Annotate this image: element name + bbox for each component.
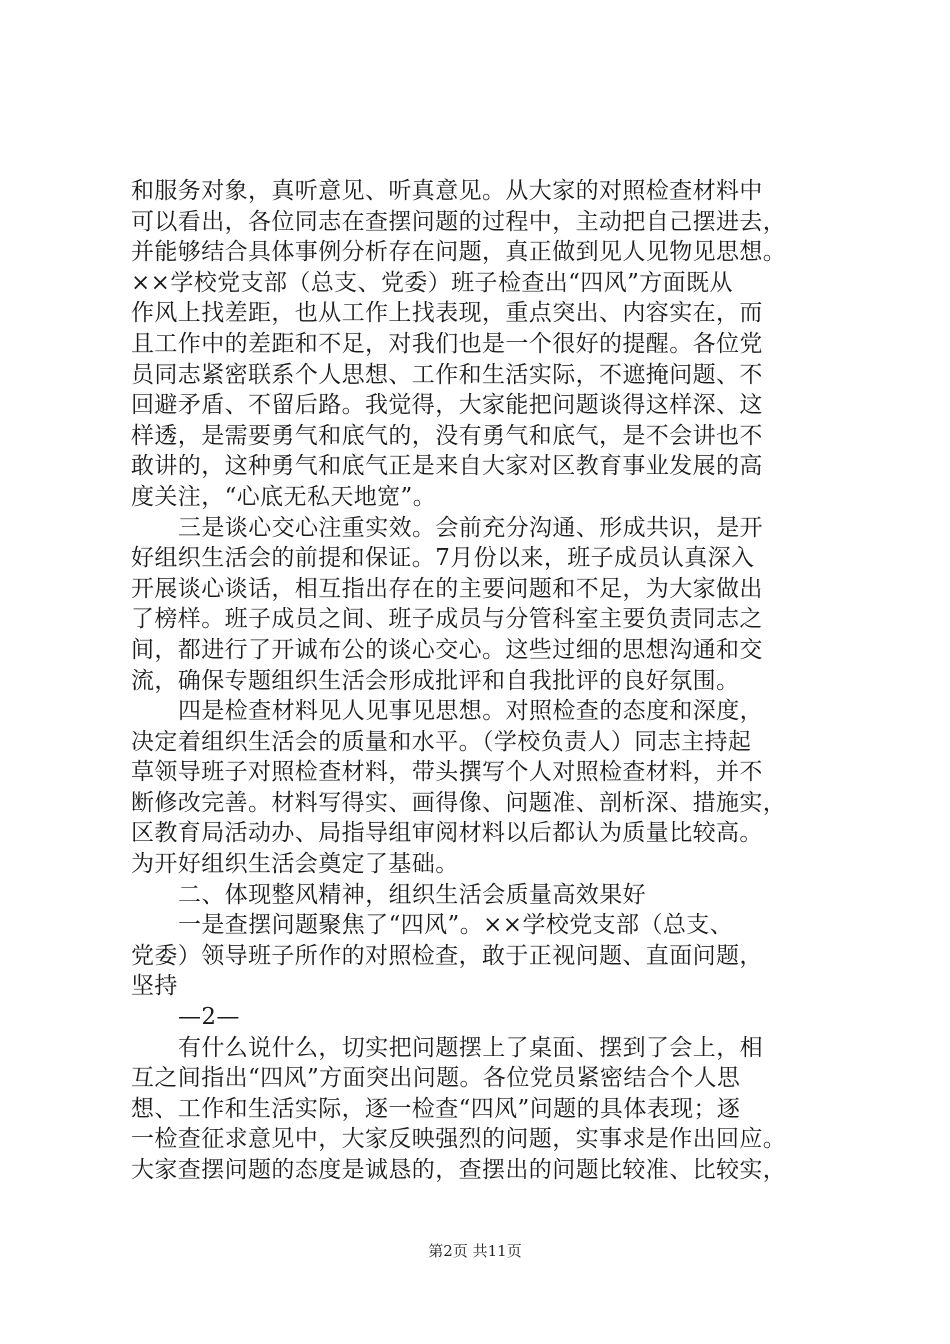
page-footer: 第2页 共11页: [428, 1242, 522, 1260]
text-line: 并能够结合具体事例分析存在问题，真正做到见人见物见思想。: [131, 239, 787, 266]
text-line: 四是检查材料见人见事见思想。对照检查的态度和深度，: [178, 698, 763, 725]
text-line: 了榜样。班子成员之间、班子成员与分管科室主要负责同志之: [131, 606, 763, 633]
text-line: 一是查摆问题聚焦了“四风”。××学校党支部（总支、: [178, 912, 734, 939]
text-line: 流，确保专题组织生活会形成批评和自我批评的良好氛围。: [131, 667, 740, 694]
text-line: 坚持: [131, 973, 178, 1000]
text-line: 区教育局活动办、局指导组审阅材料以后都认为质量比较高。: [131, 820, 763, 847]
text-line: 三是谈心交心注重实效。会前充分沟通、形成共识，是开: [178, 514, 763, 541]
text-line: ××学校党支部（总支、党委）班子检查出“四风”方面既从: [131, 269, 733, 296]
text-line: 二、体现整风精神，组织生活会质量高效果好: [178, 881, 646, 908]
text-line: 一检查征求意见中，大家反映强烈的问题，实事求是作出回应。: [131, 1126, 787, 1153]
text-line: 想、工作和生活实际，逐一检查“四风”问题的具体表现；逐: [131, 1095, 741, 1122]
text-line: 决定着组织生活会的质量和水平。（学校负责人）同志主持起: [131, 728, 752, 755]
text-line: 作风上找差距，也从工作上找表现，重点突出、内容实在，而: [131, 300, 763, 327]
text-line: 大家查摆问题的态度是诚恳的，查摆出的问题比较准、比较实，: [131, 1157, 787, 1183]
document-body: [131, 176, 831, 1186]
text-line: 间，都进行了开诚布公的谈心交心。这些过细的思想沟通和交: [131, 636, 763, 663]
text-line: —2—: [178, 1004, 240, 1031]
text-line: 党委）领导班子所作的对照检查，敢于正视问题、直面问题，: [131, 942, 763, 969]
text-line: 断修改完善。材料写得实、画得像、问题准、剖析深、措施实，: [131, 789, 787, 816]
text-line: 草领导班子对照检查材料，带头撰写个人对照检查材料，并不: [131, 759, 763, 786]
text-line: 且工作中的差距和不足，对我们也是一个很好的提醒。各位党: [131, 330, 763, 357]
text-line: 样透，是需要勇气和底气的，没有勇气和底气，是不会讲也不: [131, 422, 763, 449]
text-line: 开展谈心谈话，相互指出存在的主要问题和不足，为大家做出: [131, 575, 763, 602]
text-line: 有什么说什么，切实把问题摆上了桌面、摆到了会上，相: [178, 1034, 763, 1061]
text-line: 为开好组织生活会奠定了基础。: [131, 851, 459, 878]
text-line: 回避矛盾、不留后路。我觉得，大家能把问题谈得这样深、这: [131, 392, 763, 419]
text-line: 好组织生活会的前提和保证。7月份以来，班子成员认真深入: [131, 545, 755, 572]
text-line: 度关注，“心底无私天地宽”。: [131, 483, 437, 510]
text-line: 可以看出，各位同志在查摆问题的过程中，主动把自己摆进去，: [131, 208, 787, 235]
text-line: 员同志紧密联系个人思想、工作和生活实际，不遮掩问题、不: [131, 361, 763, 388]
text-line: 敢讲的，这种勇气和底气正是来自大家对区教育事业发展的高: [131, 453, 763, 480]
text-line: 和服务对象，真听意见、听真意见。从大家的对照检查材料中: [131, 178, 763, 204]
text-line: 互之间指出“四风”方面突出问题。各位党员紧密结合个人思: [131, 1065, 741, 1092]
